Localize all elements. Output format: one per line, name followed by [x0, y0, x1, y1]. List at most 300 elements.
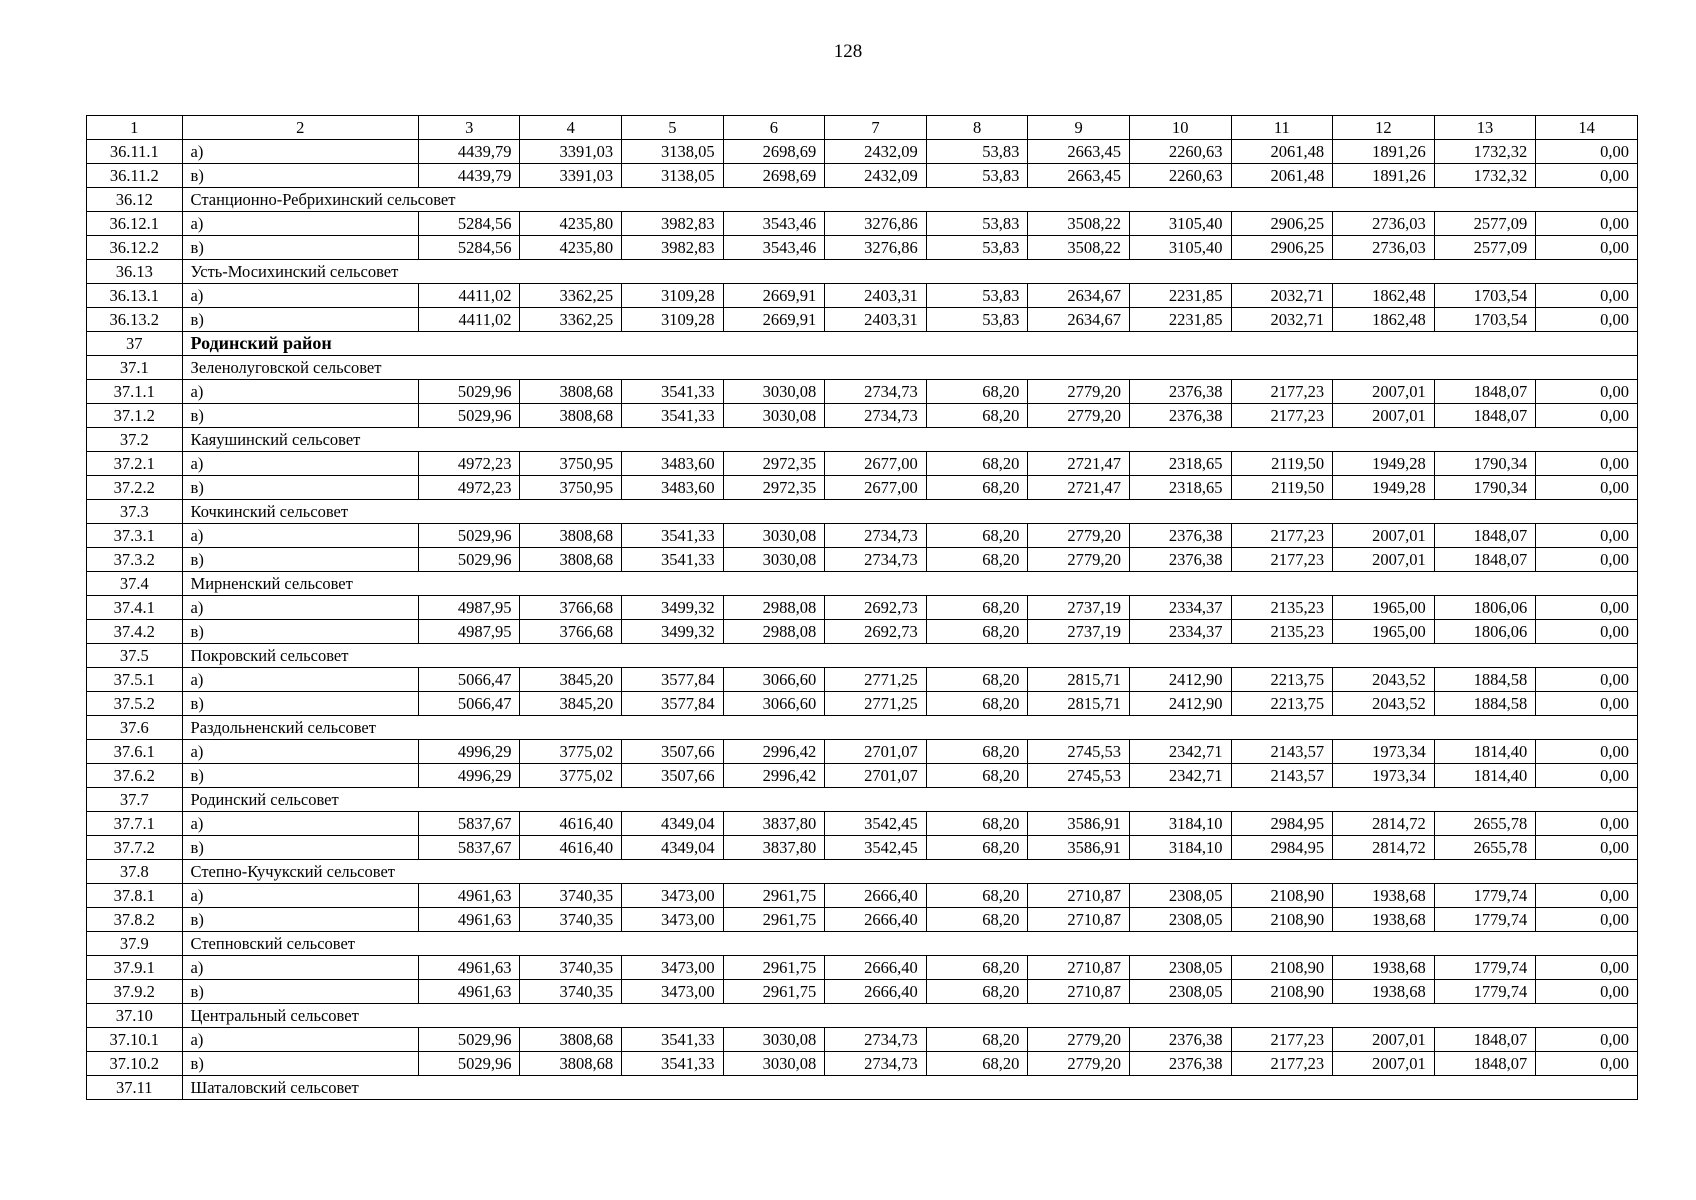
value-cell: 3837,80 — [723, 836, 825, 860]
value-cell: 3507,66 — [622, 764, 724, 788]
value-cell: 1806,06 — [1434, 620, 1536, 644]
value-cell: 0,00 — [1536, 380, 1638, 404]
value-cell: 2007,01 — [1333, 404, 1435, 428]
value-cell: 5837,67 — [418, 812, 520, 836]
value-cell: 3473,00 — [622, 908, 724, 932]
table-row — [87, 668, 1638, 692]
value-cell: 3473,00 — [622, 884, 724, 908]
value-cell: 2663,45 — [1028, 164, 1130, 188]
row-label: а) — [182, 740, 418, 764]
value-cell: 2906,25 — [1231, 236, 1333, 260]
table-row — [87, 692, 1638, 716]
value-cell: 2996,42 — [723, 740, 825, 764]
value-cell: 3184,10 — [1129, 812, 1231, 836]
value-cell: 4411,02 — [418, 308, 520, 332]
value-cell: 68,20 — [926, 980, 1028, 1004]
value-cell: 2318,65 — [1129, 476, 1231, 500]
section-name: Раздольненский сельсовет — [182, 716, 1637, 740]
value-cell: 2779,20 — [1028, 524, 1130, 548]
value-cell: 0,00 — [1536, 884, 1638, 908]
value-cell: 0,00 — [1536, 740, 1638, 764]
table-row — [87, 524, 1638, 548]
value-cell: 2043,52 — [1333, 668, 1435, 692]
value-cell: 3541,33 — [622, 404, 724, 428]
row-number: 37.4.2 — [87, 620, 183, 644]
value-cell: 4411,02 — [418, 284, 520, 308]
value-cell: 2403,31 — [825, 284, 927, 308]
value-cell: 0,00 — [1536, 548, 1638, 572]
value-cell: 2143,57 — [1231, 764, 1333, 788]
value-cell: 0,00 — [1536, 452, 1638, 476]
value-cell: 2984,95 — [1231, 836, 1333, 860]
value-cell: 0,00 — [1536, 764, 1638, 788]
header-cell: 4 — [520, 116, 622, 140]
value-cell: 2119,50 — [1231, 476, 1333, 500]
table-row — [87, 140, 1638, 164]
row-label: а) — [182, 884, 418, 908]
value-cell: 53,83 — [926, 140, 1028, 164]
value-cell: 68,20 — [926, 548, 1028, 572]
value-cell: 2721,47 — [1028, 452, 1130, 476]
value-cell: 2698,69 — [723, 164, 825, 188]
value-cell: 1891,26 — [1333, 140, 1435, 164]
row-number: 37.3.1 — [87, 524, 183, 548]
value-cell: 3577,84 — [622, 692, 724, 716]
value-cell: 0,00 — [1536, 308, 1638, 332]
row-number: 37.2 — [87, 428, 183, 452]
section-name: Кочкинский сельсовет — [182, 500, 1637, 524]
row-number: 37.7.1 — [87, 812, 183, 836]
row-number: 36.12.2 — [87, 236, 183, 260]
row-number: 37.1.2 — [87, 404, 183, 428]
value-cell: 2231,85 — [1129, 308, 1231, 332]
section-row — [87, 644, 1638, 668]
value-cell: 2961,75 — [723, 884, 825, 908]
value-cell: 3541,33 — [622, 380, 724, 404]
row-number: 36.11.1 — [87, 140, 183, 164]
value-cell: 2701,07 — [825, 764, 927, 788]
table-row — [87, 380, 1638, 404]
section-row — [87, 428, 1638, 452]
row-label: в) — [182, 236, 418, 260]
value-cell: 2177,23 — [1231, 524, 1333, 548]
section-name: Мирненский сельсовет — [182, 572, 1637, 596]
value-cell: 53,83 — [926, 212, 1028, 236]
value-cell: 2007,01 — [1333, 380, 1435, 404]
table-row — [87, 812, 1638, 836]
row-label: а) — [182, 956, 418, 980]
value-cell: 5029,96 — [418, 404, 520, 428]
value-cell: 2177,23 — [1231, 1052, 1333, 1076]
value-cell: 3184,10 — [1129, 836, 1231, 860]
value-cell: 1973,34 — [1333, 764, 1435, 788]
value-cell: 2655,78 — [1434, 836, 1536, 860]
value-cell: 1862,48 — [1333, 308, 1435, 332]
value-cell: 68,20 — [926, 668, 1028, 692]
value-cell: 68,20 — [926, 404, 1028, 428]
header-cell: 2 — [182, 116, 418, 140]
value-cell: 2666,40 — [825, 980, 927, 1004]
section-row — [87, 500, 1638, 524]
value-cell: 3109,28 — [622, 308, 724, 332]
value-cell: 2961,75 — [723, 956, 825, 980]
value-cell: 1965,00 — [1333, 596, 1435, 620]
section-name: Шаталовский сельсовет — [182, 1076, 1637, 1100]
value-cell: 3138,05 — [622, 164, 724, 188]
value-cell: 2737,19 — [1028, 620, 1130, 644]
value-cell: 2032,71 — [1231, 308, 1333, 332]
header-cell: 11 — [1231, 116, 1333, 140]
value-cell: 2043,52 — [1333, 692, 1435, 716]
value-cell: 2655,78 — [1434, 812, 1536, 836]
value-cell: 68,20 — [926, 1028, 1028, 1052]
value-cell: 1884,58 — [1434, 668, 1536, 692]
row-number: 36.13 — [87, 260, 183, 284]
row-number: 36.12.1 — [87, 212, 183, 236]
value-cell: 1938,68 — [1333, 956, 1435, 980]
value-cell: 2412,90 — [1129, 692, 1231, 716]
value-cell: 3845,20 — [520, 692, 622, 716]
section-row — [87, 932, 1638, 956]
value-cell: 2734,73 — [825, 1028, 927, 1052]
value-cell: 0,00 — [1536, 164, 1638, 188]
value-cell: 68,20 — [926, 956, 1028, 980]
value-cell: 3473,00 — [622, 956, 724, 980]
value-cell: 68,20 — [926, 692, 1028, 716]
value-cell: 53,83 — [926, 164, 1028, 188]
table-row — [87, 164, 1638, 188]
header-cell: 12 — [1333, 116, 1435, 140]
value-cell: 4961,63 — [418, 908, 520, 932]
value-cell: 0,00 — [1536, 236, 1638, 260]
value-cell: 0,00 — [1536, 812, 1638, 836]
row-number: 37.8 — [87, 860, 183, 884]
value-cell: 0,00 — [1536, 404, 1638, 428]
value-cell: 3543,46 — [723, 212, 825, 236]
value-cell: 4439,79 — [418, 140, 520, 164]
value-cell: 3030,08 — [723, 548, 825, 572]
value-cell: 2119,50 — [1231, 452, 1333, 476]
value-cell: 2666,40 — [825, 884, 927, 908]
value-cell: 2710,87 — [1028, 956, 1130, 980]
row-number: 37 — [87, 332, 183, 356]
value-cell: 1938,68 — [1333, 980, 1435, 1004]
value-cell: 2663,45 — [1028, 140, 1130, 164]
table-row — [87, 908, 1638, 932]
row-label: в) — [182, 308, 418, 332]
section-row — [87, 572, 1638, 596]
row-label: а) — [182, 284, 418, 308]
row-label: в) — [182, 1052, 418, 1076]
value-cell: 3740,35 — [520, 884, 622, 908]
value-cell: 1884,58 — [1434, 692, 1536, 716]
value-cell: 3391,03 — [520, 140, 622, 164]
header-cell: 8 — [926, 116, 1028, 140]
value-cell: 4987,95 — [418, 620, 520, 644]
value-cell: 2108,90 — [1231, 980, 1333, 1004]
value-cell: 2342,71 — [1129, 740, 1231, 764]
header-cell: 9 — [1028, 116, 1130, 140]
row-number: 37.11 — [87, 1076, 183, 1100]
section-row — [87, 716, 1638, 740]
row-label: в) — [182, 764, 418, 788]
value-cell: 2736,03 — [1333, 236, 1435, 260]
value-cell: 4987,95 — [418, 596, 520, 620]
header-cell: 13 — [1434, 116, 1536, 140]
row-number: 37.5 — [87, 644, 183, 668]
value-cell: 4235,80 — [520, 212, 622, 236]
row-label: в) — [182, 908, 418, 932]
value-cell: 2721,47 — [1028, 476, 1130, 500]
row-number: 37.6 — [87, 716, 183, 740]
section-row — [87, 860, 1638, 884]
value-cell: 3276,86 — [825, 212, 927, 236]
value-cell: 2737,19 — [1028, 596, 1130, 620]
value-cell: 3030,08 — [723, 404, 825, 428]
value-cell: 68,20 — [926, 1052, 1028, 1076]
value-cell: 3775,02 — [520, 740, 622, 764]
value-cell: 68,20 — [926, 476, 1028, 500]
row-number: 36.13.1 — [87, 284, 183, 308]
table-row — [87, 620, 1638, 644]
row-label: а) — [182, 380, 418, 404]
value-cell: 2677,00 — [825, 476, 927, 500]
value-cell: 2634,67 — [1028, 284, 1130, 308]
value-cell: 0,00 — [1536, 596, 1638, 620]
row-number: 36.11.2 — [87, 164, 183, 188]
section-name: Усть-Мосихинский сельсовет — [182, 260, 1637, 284]
value-cell: 4349,04 — [622, 836, 724, 860]
row-label: а) — [182, 1028, 418, 1052]
value-cell: 3766,68 — [520, 596, 622, 620]
row-number: 37.3.2 — [87, 548, 183, 572]
value-cell: 2432,09 — [825, 140, 927, 164]
header-cell: 7 — [825, 116, 927, 140]
value-cell: 4961,63 — [418, 956, 520, 980]
value-cell: 1790,34 — [1434, 476, 1536, 500]
table-row — [87, 956, 1638, 980]
value-cell: 2213,75 — [1231, 692, 1333, 716]
table-row — [87, 596, 1638, 620]
value-cell: 68,20 — [926, 836, 1028, 860]
header-cell: 3 — [418, 116, 520, 140]
value-cell: 2342,71 — [1129, 764, 1231, 788]
value-cell: 0,00 — [1536, 980, 1638, 1004]
value-cell: 0,00 — [1536, 620, 1638, 644]
value-cell: 5029,96 — [418, 1052, 520, 1076]
value-cell: 2376,38 — [1129, 1028, 1231, 1052]
row-number: 37.9.2 — [87, 980, 183, 1004]
row-label: в) — [182, 548, 418, 572]
table-row — [87, 884, 1638, 908]
section-row — [87, 788, 1638, 812]
value-cell: 5284,56 — [418, 212, 520, 236]
district-name: Родинский район — [182, 332, 1637, 356]
value-cell: 68,20 — [926, 524, 1028, 548]
value-cell: 3837,80 — [723, 812, 825, 836]
value-cell: 1790,34 — [1434, 452, 1536, 476]
row-number: 37.7 — [87, 788, 183, 812]
value-cell: 3362,25 — [520, 308, 622, 332]
value-cell: 2771,25 — [825, 692, 927, 716]
row-number: 37.6.1 — [87, 740, 183, 764]
value-cell: 1965,00 — [1333, 620, 1435, 644]
value-cell: 2634,67 — [1028, 308, 1130, 332]
value-cell: 2007,01 — [1333, 1052, 1435, 1076]
value-cell: 3586,91 — [1028, 812, 1130, 836]
value-cell: 2007,01 — [1333, 524, 1435, 548]
value-cell: 2698,69 — [723, 140, 825, 164]
value-cell: 3808,68 — [520, 1028, 622, 1052]
value-cell: 5066,47 — [418, 668, 520, 692]
row-number: 37.4.1 — [87, 596, 183, 620]
table-body — [87, 140, 1638, 1100]
row-number: 36.13.2 — [87, 308, 183, 332]
value-cell: 1732,32 — [1434, 140, 1536, 164]
value-cell: 1949,28 — [1333, 452, 1435, 476]
value-cell: 2143,57 — [1231, 740, 1333, 764]
section-row — [87, 260, 1638, 284]
value-cell: 1938,68 — [1333, 884, 1435, 908]
value-cell: 0,00 — [1536, 692, 1638, 716]
row-label: а) — [182, 524, 418, 548]
value-cell: 2815,71 — [1028, 692, 1130, 716]
value-cell: 2734,73 — [825, 404, 927, 428]
row-number: 37.2.2 — [87, 476, 183, 500]
row-label: в) — [182, 164, 418, 188]
value-cell: 2007,01 — [1333, 548, 1435, 572]
value-cell: 3508,22 — [1028, 212, 1130, 236]
value-cell: 3740,35 — [520, 908, 622, 932]
row-number: 37.8.1 — [87, 884, 183, 908]
value-cell: 3066,60 — [723, 668, 825, 692]
value-cell: 0,00 — [1536, 956, 1638, 980]
row-label: в) — [182, 692, 418, 716]
value-cell: 3483,60 — [622, 476, 724, 500]
value-cell: 3543,46 — [723, 236, 825, 260]
value-cell: 1806,06 — [1434, 596, 1536, 620]
value-cell: 2779,20 — [1028, 1052, 1130, 1076]
value-cell: 2692,73 — [825, 620, 927, 644]
value-cell: 2213,75 — [1231, 668, 1333, 692]
section-name: Степновский сельсовет — [182, 932, 1637, 956]
value-cell: 5029,96 — [418, 524, 520, 548]
row-label: в) — [182, 836, 418, 860]
section-row — [87, 1004, 1638, 1028]
value-cell: 3808,68 — [520, 1052, 622, 1076]
value-cell: 3586,91 — [1028, 836, 1130, 860]
value-cell: 3499,32 — [622, 596, 724, 620]
value-cell: 2734,73 — [825, 1052, 927, 1076]
value-cell: 2988,08 — [723, 596, 825, 620]
value-cell: 2745,53 — [1028, 740, 1130, 764]
value-cell: 3138,05 — [622, 140, 724, 164]
value-cell: 4961,63 — [418, 980, 520, 1004]
value-cell: 2779,20 — [1028, 1028, 1130, 1052]
table-row — [87, 764, 1638, 788]
value-cell: 2334,37 — [1129, 620, 1231, 644]
row-label: а) — [182, 140, 418, 164]
row-label: в) — [182, 620, 418, 644]
table-row — [87, 404, 1638, 428]
value-cell: 2771,25 — [825, 668, 927, 692]
value-cell: 3740,35 — [520, 980, 622, 1004]
value-cell: 4972,23 — [418, 452, 520, 476]
table-row — [87, 1052, 1638, 1076]
value-cell: 2308,05 — [1129, 980, 1231, 1004]
value-cell: 0,00 — [1536, 212, 1638, 236]
value-cell: 2710,87 — [1028, 884, 1130, 908]
value-cell: 2177,23 — [1231, 1028, 1333, 1052]
value-cell: 5066,47 — [418, 692, 520, 716]
value-cell: 4996,29 — [418, 764, 520, 788]
value-cell: 1848,07 — [1434, 548, 1536, 572]
header-cell: 10 — [1129, 116, 1231, 140]
row-number: 37.10.1 — [87, 1028, 183, 1052]
table-row — [87, 308, 1638, 332]
value-cell: 3808,68 — [520, 380, 622, 404]
value-cell: 3982,83 — [622, 236, 724, 260]
value-cell: 1848,07 — [1434, 1052, 1536, 1076]
row-number: 37.4 — [87, 572, 183, 596]
value-cell: 3508,22 — [1028, 236, 1130, 260]
value-cell: 68,20 — [926, 884, 1028, 908]
row-label: а) — [182, 212, 418, 236]
value-cell: 2734,73 — [825, 524, 927, 548]
value-cell: 2972,35 — [723, 476, 825, 500]
value-cell: 2376,38 — [1129, 1052, 1231, 1076]
value-cell: 0,00 — [1536, 1052, 1638, 1076]
value-cell: 2745,53 — [1028, 764, 1130, 788]
value-cell: 1779,74 — [1434, 956, 1536, 980]
row-label: а) — [182, 668, 418, 692]
row-number: 37.3 — [87, 500, 183, 524]
value-cell: 2032,71 — [1231, 284, 1333, 308]
header-cell: 6 — [723, 116, 825, 140]
row-number: 37.9.1 — [87, 956, 183, 980]
value-cell: 3541,33 — [622, 1028, 724, 1052]
value-cell: 3982,83 — [622, 212, 724, 236]
value-cell: 2334,37 — [1129, 596, 1231, 620]
page-number: 128 — [833, 41, 863, 62]
header-cell: 5 — [622, 116, 724, 140]
value-cell: 1848,07 — [1434, 380, 1536, 404]
value-cell: 0,00 — [1536, 476, 1638, 500]
value-cell: 4996,29 — [418, 740, 520, 764]
value-cell: 2815,71 — [1028, 668, 1130, 692]
value-cell: 2734,73 — [825, 548, 927, 572]
header-cell: 14 — [1536, 116, 1638, 140]
value-cell: 3507,66 — [622, 740, 724, 764]
value-cell: 2577,09 — [1434, 212, 1536, 236]
section-row — [87, 1076, 1638, 1100]
table-row — [87, 452, 1638, 476]
value-cell: 68,20 — [926, 764, 1028, 788]
table-row — [87, 284, 1638, 308]
row-number: 37.8.2 — [87, 908, 183, 932]
value-cell: 2666,40 — [825, 908, 927, 932]
row-label: а) — [182, 812, 418, 836]
value-cell: 2061,48 — [1231, 140, 1333, 164]
row-number: 37.1 — [87, 356, 183, 380]
row-number: 37.6.2 — [87, 764, 183, 788]
value-cell: 2779,20 — [1028, 548, 1130, 572]
value-cell: 3542,45 — [825, 836, 927, 860]
row-number: 36.12 — [87, 188, 183, 212]
value-cell: 2318,65 — [1129, 452, 1231, 476]
value-cell: 0,00 — [1536, 284, 1638, 308]
value-cell: 5029,96 — [418, 380, 520, 404]
